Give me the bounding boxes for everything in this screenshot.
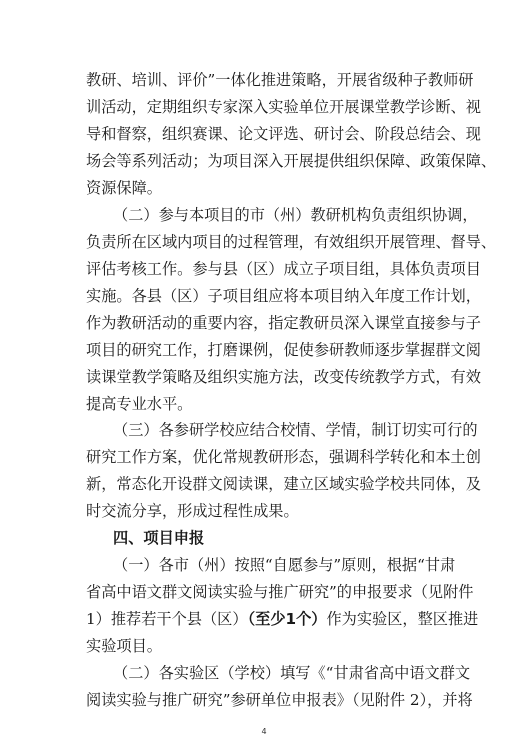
body-text-line: 场会等系列活动；为项目深入开展提供组织保障、政策保障、	[86, 152, 497, 170]
section-heading: 四、项目申报	[113, 529, 205, 547]
body-text-line: 实验项目。	[86, 637, 162, 655]
body-text-line: 教研、培训、评价”一体化推进策略，开展省级种子教师研	[86, 71, 474, 89]
body-text-line: （一）各市（州）按照“自愿参与”原则，根据“甘肃	[113, 556, 456, 574]
body-text-line: 读课堂教学策略及组织实施方法，改变传统教学方式，有效	[86, 368, 481, 386]
body-text-line: 导和督察，组织赛课、论文评选、研讨会、阶段总结会、现	[86, 125, 481, 143]
body-text-line: 实施。各县（区）子项目组应将本项目纳入年度工作计划，	[86, 287, 481, 305]
body-text-line: 作为教研活动的重要内容，指定教研员深入课堂直接参与子	[86, 314, 481, 332]
body-text-line: 训活动，定期组织专家深入实验单位开展课堂教学诊断、视	[86, 98, 481, 116]
body-text-line: 负责所在区域内项目的过程管理，有效组织开展管理、督导、	[86, 233, 497, 251]
body-text-line: 省高中语文群文阅读实验与推广研究”的申报要求（见附件	[86, 583, 474, 601]
body-text-line: 新，常态化开设群文阅读课，建立区域实验学校共同体，及	[86, 475, 481, 493]
body-text-line: 提高专业水平。	[86, 395, 193, 413]
body-text-line: 研究工作方案，优化常规教研形态，强调科学转化和本土创	[86, 448, 481, 466]
body-text-line: （三）各参研学校应结合校情、学情，制订切实可行的	[113, 421, 478, 439]
emphasis-text: （至少1个）	[247, 610, 327, 628]
body-text-line: 项目的研究工作，打磨课例，促使参研教师逐步掌握群文阅	[86, 341, 481, 359]
body-text-segment: 1）推荐若干个县（区）	[86, 610, 248, 628]
body-text-line: 资源保障。	[86, 179, 162, 197]
body-text-line: 时交流分享，形成过程性成果。	[86, 502, 299, 520]
body-text-line-mixed	[86, 609, 479, 629]
body-text-line: （二）参与本项目的市（州）教研机构负责组织协调，	[113, 206, 478, 224]
body-text-segment: 作为实验区，整区推进	[326, 610, 479, 628]
body-text-line: 评估考核工作。参与县（区）成立子项目组，具体负责项目	[86, 260, 481, 278]
body-text-line: 阅读实验与推广研究”参研单位申报表》（见附件 2），并将	[86, 691, 473, 709]
body-text-line: （二）各实验区（学校）填写《“甘肃省高中语文群文	[113, 664, 471, 682]
page-number: 4	[261, 727, 267, 736]
